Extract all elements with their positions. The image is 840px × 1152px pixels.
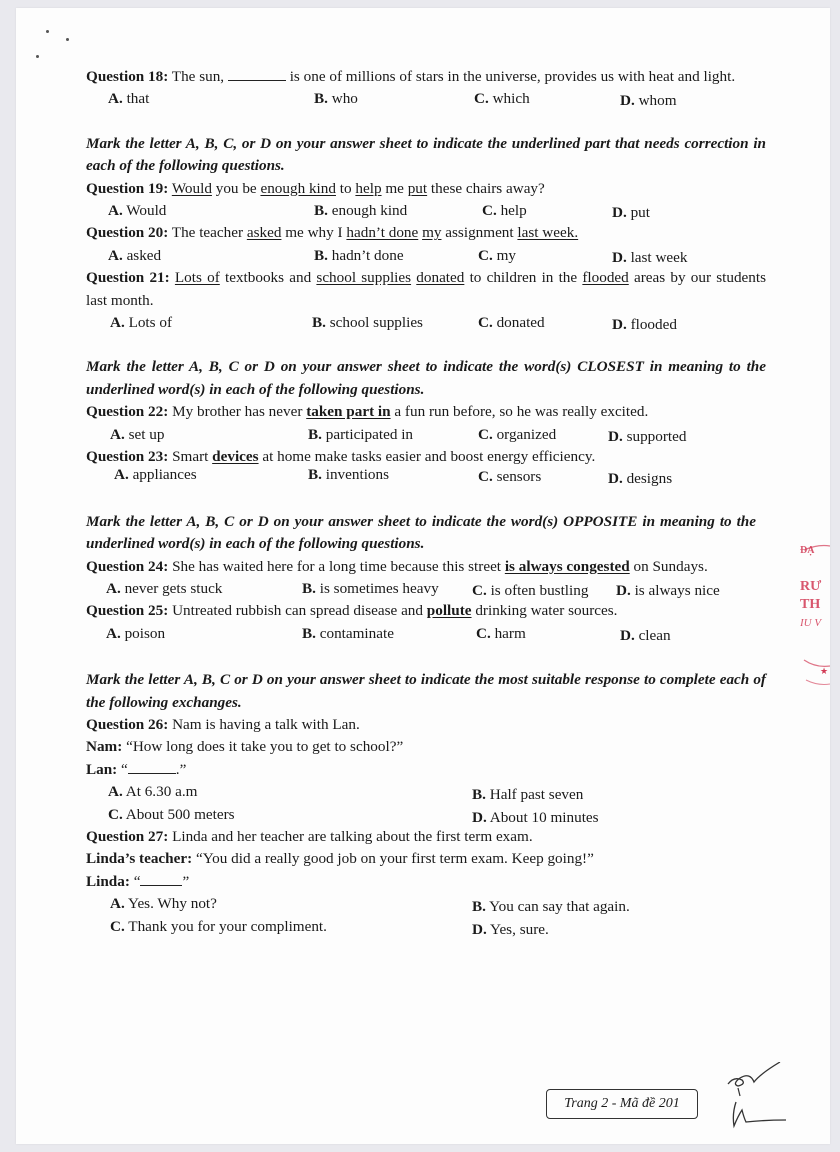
question-27 [86, 826, 766, 848]
option-text: that [122, 90, 150, 108]
option-letter: A. [114, 466, 129, 484]
question-text: Smart [168, 448, 213, 466]
option-d [620, 90, 677, 112]
stamp-text: TH [800, 597, 821, 612]
option-text: appliances [128, 466, 197, 484]
option-letter: D. [620, 92, 635, 110]
option-letter: B. [314, 90, 328, 108]
speaker-label: Linda: [86, 872, 130, 890]
option-text: Half past seven [485, 786, 584, 804]
option-b [314, 88, 358, 110]
signature-icon [720, 1062, 790, 1132]
dialogue-text: “How long does it take you to get to school?” [122, 738, 404, 756]
option-letter: B. [314, 246, 328, 264]
underlined-part: Would [171, 179, 212, 197]
option-c [478, 424, 556, 446]
option-a [106, 623, 165, 645]
option-a [114, 464, 197, 486]
option-text: Thank you for your compliment. [124, 917, 327, 935]
question-label: Question 23: [86, 448, 169, 466]
option-text: Lots of [124, 314, 173, 332]
option-a [110, 312, 172, 334]
option-d [612, 247, 688, 269]
option-text: clean [634, 626, 671, 644]
option-b [308, 464, 389, 486]
answer-blank [128, 761, 176, 774]
underlined-part: my [422, 224, 442, 242]
option-text: Yes. Why not? [124, 895, 217, 913]
option-text: organized [492, 425, 557, 443]
option-text: At 6.30 a.m [122, 783, 198, 801]
question-text: Untreated rubbish can spread disease and [168, 602, 427, 620]
underlined-part: enough kind [260, 179, 336, 197]
section-instruction-opposite: Mark the letter A, B, C or D on your answer sheet to indicate the word(s) OPPOSITE in meaning to the underlined word(s) in each of the following questions. [86, 512, 756, 553]
question-text: at home make tasks easier and boost energy efficiency. [258, 448, 596, 466]
option-letter: B. [472, 898, 486, 916]
question-text: is one of millions of stars in the universe, provides us with heat and light. [285, 68, 736, 85]
underlined-part: help [355, 179, 382, 197]
option-letter: D. [608, 470, 623, 488]
page-code: Trang 2 - Mã đề 201 [564, 1096, 680, 1111]
option-c [478, 466, 541, 488]
option-text: About 10 minutes [486, 808, 599, 826]
option-letter: B. [314, 202, 328, 220]
option-letter: A. [110, 314, 125, 332]
option-text: set up [124, 425, 165, 443]
option-text: which [488, 90, 530, 108]
underlined-part: asked [246, 224, 282, 242]
question-text: these chairs away? [427, 179, 545, 197]
option-c [108, 804, 235, 826]
speck [66, 38, 69, 41]
option-text: inventions [321, 466, 390, 484]
option-text: poison [120, 624, 166, 642]
option-letter: A. [108, 246, 123, 264]
option-a [108, 245, 161, 267]
question-label: Question 20: [86, 224, 169, 242]
options-q24 [86, 578, 766, 600]
option-letter: D. [612, 248, 627, 266]
underlined-part: put [407, 179, 428, 197]
option-text: designs [622, 470, 673, 488]
option-d [472, 807, 599, 829]
question-text: drinking water sources. [471, 602, 618, 620]
option-b [312, 312, 423, 334]
options-q26-row2 [86, 804, 766, 826]
option-letter: A. [108, 90, 123, 108]
question-25 [86, 600, 766, 622]
option-c [478, 312, 545, 334]
option-letter: C. [474, 90, 489, 108]
option-text: supported [622, 427, 687, 445]
option-letter: D. [620, 626, 635, 644]
question-text: Linda and her teacher are talking about the first term exam. [168, 828, 533, 846]
option-letter: C. [476, 624, 491, 642]
underlined-part: donated [416, 269, 465, 287]
question-text: on Sundays. [629, 557, 708, 575]
option-text: About 500 meters [122, 805, 235, 823]
answer-blank [228, 68, 286, 81]
stamp-text: ĐẠ [800, 545, 815, 556]
option-b [302, 578, 439, 600]
option-d [608, 468, 672, 490]
option-b [314, 245, 404, 267]
question-text: me why I [281, 224, 347, 242]
question-text: Nam is having a talk with Lan. [168, 716, 360, 734]
question-19 [86, 178, 766, 200]
underlined-key-phrase: devices [212, 448, 259, 466]
option-c [472, 580, 588, 602]
option-letter: D. [608, 427, 623, 445]
option-b [308, 424, 413, 446]
option-c [478, 245, 516, 267]
speaker-label: Linda’s teacher: [86, 850, 193, 868]
option-text: is always nice [630, 582, 720, 600]
options-q19 [86, 200, 766, 222]
question-label: Question 26: [86, 716, 169, 734]
option-d [620, 625, 671, 647]
underlined-key-phrase: pollute [426, 602, 472, 620]
underlined-part: hadn’t done [346, 224, 419, 242]
option-text: whom [634, 92, 677, 110]
underlined-part: flooded [582, 269, 629, 287]
section-instruction-error: Mark the letter A, B, C, or D on your answer sheet to indicate the underlined part that needs correction in each of the following questions. [86, 134, 766, 175]
option-b [302, 623, 394, 645]
speaker-label: Nam: [86, 738, 123, 756]
underlined-part: Lots of [174, 269, 220, 287]
red-stamp [800, 540, 830, 690]
question-text: assignment [441, 224, 518, 242]
option-c [474, 88, 530, 110]
option-text: hadn’t done [327, 246, 404, 264]
section-instruction-response: Mark the letter A, B, C or D on your answer sheet to indicate the most suitable response to complete each of the following exchanges. [86, 671, 766, 711]
question-22 [86, 401, 766, 423]
option-d [608, 426, 686, 448]
option-text: harm [490, 624, 526, 642]
options-q25 [86, 623, 766, 645]
option-letter: C. [478, 468, 493, 486]
underlined-key-phrase: is always congested [504, 557, 630, 575]
answer-blank [140, 873, 182, 886]
option-letter: A. [106, 624, 121, 642]
question-text: a fun run before, so he was really excited. [390, 403, 649, 421]
option-text: enough kind [327, 202, 408, 220]
option-text: help [496, 202, 527, 220]
question-text: you be [211, 179, 261, 197]
question-label: Question 19: [86, 179, 169, 197]
dialogue-line-2 [86, 759, 766, 781]
option-a [106, 578, 222, 600]
option-letter: C. [478, 246, 493, 264]
options-q20 [86, 245, 766, 267]
question-label: Question 24: [86, 557, 169, 575]
speck [46, 30, 49, 33]
option-letter: C. [108, 805, 123, 823]
option-a [110, 893, 217, 915]
underlined-part: last week. [517, 224, 579, 242]
option-text: never gets stuck [120, 580, 223, 598]
options-q23 [86, 464, 766, 486]
speck [36, 55, 39, 58]
option-a [110, 424, 164, 446]
option-text: my [492, 246, 516, 264]
question-text: My brother has never [168, 403, 307, 421]
dialogue-line-2 [86, 871, 766, 893]
question-text: to children in the [464, 269, 583, 287]
option-text: school supplies [325, 314, 423, 332]
option-letter: D. [612, 316, 627, 334]
option-text: who [327, 90, 358, 108]
question-26 [86, 714, 766, 736]
option-c [110, 916, 327, 938]
section-instruction-closest: Mark the letter A, B, C or D on your answer sheet to indicate the word(s) CLOSEST in meaning to the underlined word(s) in each of the following questions. [86, 358, 766, 398]
option-d [472, 919, 549, 941]
quote-mark: ” [182, 872, 190, 890]
option-text: donated [492, 314, 545, 332]
option-letter: B. [472, 786, 486, 804]
option-letter: C. [478, 314, 493, 332]
option-text: Yes, sure. [486, 920, 549, 938]
option-text: is often bustling [486, 582, 589, 600]
option-text: is sometimes heavy [315, 580, 439, 598]
question-18 [86, 66, 766, 88]
quote-mark: .” [175, 760, 187, 778]
option-d [616, 580, 720, 602]
option-text: participated in [321, 425, 414, 443]
option-a [108, 88, 149, 110]
options-q27-row2 [86, 916, 766, 938]
option-a [108, 200, 166, 222]
option-letter: A. [110, 895, 125, 913]
option-b [314, 200, 407, 222]
options-q27-row1 [86, 893, 766, 915]
option-letter: A. [110, 425, 125, 443]
option-text: asked [122, 246, 162, 264]
option-d [612, 314, 677, 336]
option-letter: A. [106, 580, 121, 598]
option-letter: B. [302, 580, 316, 598]
option-letter: B. [312, 314, 326, 332]
dialogue-line-1 [86, 848, 766, 870]
question-text: She has waited here for a long time because this street [168, 557, 505, 575]
question-label: Question 22: [86, 403, 169, 421]
stamp-text: IU V [800, 617, 822, 629]
quote-mark: “ [129, 872, 141, 890]
option-c [482, 200, 527, 222]
option-letter: A. [108, 202, 123, 220]
question-text: me [381, 179, 408, 197]
speaker-label: Lan: [86, 760, 118, 778]
option-text: Would [122, 202, 167, 220]
options-q22 [86, 424, 766, 446]
option-letter: C. [478, 425, 493, 443]
dialogue-text: “You did a really good job on your first term exam. Keep going!” [192, 850, 594, 868]
underlined-part: school supplies [316, 269, 412, 287]
question-text: areas by our students last month. [86, 269, 767, 309]
question-label: Question 27: [86, 828, 169, 846]
question-24 [86, 556, 766, 578]
question-text: The sun, [168, 68, 228, 85]
option-letter: C. [472, 582, 487, 600]
question-text: to [335, 179, 356, 197]
option-d [612, 202, 650, 224]
dialogue-line-1 [86, 736, 766, 758]
option-letter: C. [110, 917, 125, 935]
page-footer-label [546, 1089, 698, 1119]
option-text: last week [626, 248, 688, 266]
option-text: You can say that again. [485, 898, 630, 916]
option-letter: C. [482, 202, 497, 220]
option-text: put [626, 204, 650, 222]
question-label: Question 25: [86, 602, 169, 620]
question-text: The teacher [168, 224, 247, 242]
option-text: sensors [492, 468, 542, 486]
underlined-key-phrase: taken part in [306, 403, 391, 421]
option-letter: D. [612, 204, 627, 222]
question-20 [86, 222, 766, 244]
option-letter: B. [308, 425, 322, 443]
question-21 [86, 267, 766, 312]
option-a [108, 781, 197, 803]
options-q21 [86, 312, 766, 334]
option-letter: D. [616, 582, 631, 600]
options-q26-row1 [86, 781, 766, 803]
question-label: Question 21: [86, 269, 170, 287]
option-text: flooded [626, 316, 677, 334]
option-letter: A. [108, 783, 123, 801]
quote-mark: “ [117, 760, 128, 778]
option-letter: B. [308, 466, 322, 484]
option-letter: D. [472, 920, 487, 938]
option-c [476, 623, 526, 645]
option-letter: B. [302, 624, 316, 642]
option-text: contaminate [315, 624, 394, 642]
question-label: Question 18: [86, 68, 169, 85]
exam-content [86, 66, 766, 938]
stamp-text: RƯ [800, 579, 822, 594]
question-text: textbooks and [219, 269, 317, 287]
options-q18 [86, 88, 766, 110]
svg-text:★: ★ [820, 666, 829, 676]
option-letter: D. [472, 808, 487, 826]
